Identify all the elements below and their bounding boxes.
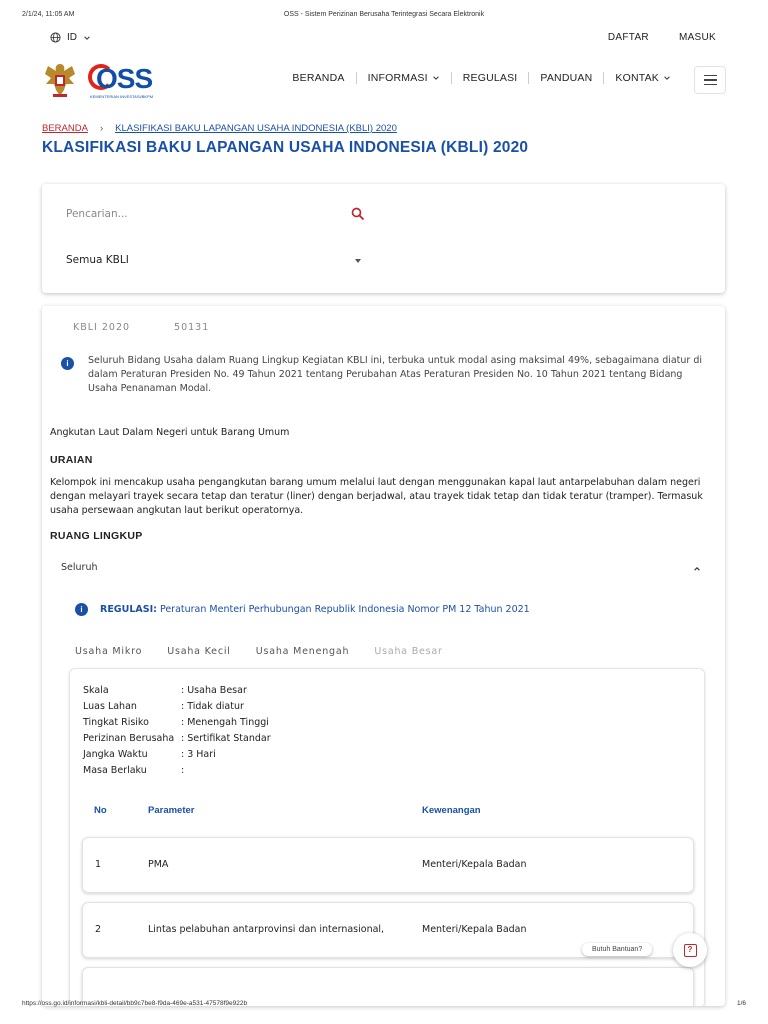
nav-item-regulasi[interactable]: REGULASI <box>451 72 529 84</box>
print-header <box>22 11 746 21</box>
print-url: https://oss.go.id/informasi/kbli-detail/bb9c7be8-f9da-469e-a531-47578f9e922b <box>22 1000 248 1007</box>
search-input[interactable]: Pencarian... <box>66 208 128 220</box>
chevron-down-icon <box>663 74 671 82</box>
globe-icon <box>50 32 61 43</box>
column-header-kewenangan: Kewenangan <box>422 805 481 816</box>
nav-item-informasi[interactable]: INFORMASI <box>356 72 451 84</box>
info-notice-text: Seluruh Bidang Usaha dalam Ruang Lingkup Kegiatan KBLI ini, terbuka untuk modal asing maksimal 49%, sebagaimana diatur di dalam Peraturan Presiden No. 49 Tahun 2021 tentang Perubahan Atas Peraturan Presiden No. 10 Tahun 2021 tentang Bidang Usaha Penanaman Modal. <box>88 355 703 394</box>
info-icon: i <box>75 603 88 616</box>
navbar <box>42 58 726 102</box>
column-header-parameter: Parameter <box>148 805 195 816</box>
help-tooltip: Butuh Bantuan? <box>582 943 652 956</box>
breadcrumb-home-link[interactable]: BERANDA <box>42 123 88 134</box>
main-menu <box>281 72 682 84</box>
nav-item-kontak[interactable]: KONTAK <box>603 72 682 84</box>
kbli-code: 50131 <box>174 322 210 333</box>
tab-usaha-kecil[interactable]: Usaha Kecil <box>167 646 231 657</box>
nav-item-panduan[interactable]: PANDUAN <box>528 72 603 84</box>
language-selector[interactable] <box>50 32 91 43</box>
tab-usaha-besar[interactable]: Usaha Besar <box>374 646 443 657</box>
regulasi-line <box>75 603 530 616</box>
regulasi-label: REGULASI: <box>100 604 157 615</box>
page-title: KLASIFIKASI BAKU LAPANGAN USAHA INDONESIA (KBLI) 2020 <box>42 139 529 156</box>
table-row: 2 Lintas pelabuhan antarprovinsi dan internasional, Menteri/Kepala Badan <box>82 902 694 958</box>
nav-item-beranda[interactable]: BERANDA <box>292 72 345 84</box>
kv-row: Perizinan Berusaha : Sertifikat Standar <box>83 733 271 744</box>
print-footer <box>22 1000 746 1010</box>
kv-row: Jangka Waktu : 3 Hari <box>83 749 216 760</box>
scale-tabs <box>75 646 443 657</box>
kv-row: Tingkat Risiko : Menengah Tinggi <box>83 717 269 728</box>
logo[interactable] <box>42 60 158 100</box>
kv-row: Luas Lahan : Tidak diatur <box>83 701 244 712</box>
print-date: 2/1/24, 11:05 AM <box>22 11 75 18</box>
kbli-name: Angkutan Laut Dalam Negeri untuk Barang Umum <box>50 427 290 438</box>
register-link[interactable]: DAFTAR <box>607 32 649 43</box>
breadcrumb-separator: › <box>99 123 104 134</box>
search-icon[interactable] <box>351 207 365 221</box>
chevron-up-icon[interactable] <box>693 565 701 573</box>
ruang-lingkup-heading: RUANG LINGKUP <box>50 530 143 542</box>
help-button[interactable] <box>673 933 707 967</box>
accordion-seluruh[interactable]: Seluruh <box>61 562 98 573</box>
help-icon: ? <box>684 944 697 957</box>
oss-logo: OSS KEMENTERIAN INVESTASI/BKPM <box>90 63 154 99</box>
breadcrumb <box>42 123 397 134</box>
kbli-detail-card <box>42 306 725 1006</box>
print-page-number: 1/6 <box>736 1000 746 1007</box>
garuda-emblem-icon <box>42 60 78 100</box>
kbli-header <box>73 322 209 333</box>
breadcrumb-current-link[interactable]: KLASIFIKASI BAKU LAPANGAN USAHA INDONESIA (KBLI) 2020 <box>115 123 397 134</box>
uraian-heading: URAIAN <box>50 454 93 466</box>
tab-usaha-mikro[interactable]: Usaha Mikro <box>75 646 143 657</box>
auth-links <box>608 32 716 43</box>
topbar <box>42 30 726 48</box>
chevron-down-icon <box>83 34 91 42</box>
hamburger-menu-button[interactable] <box>694 66 726 94</box>
kbli-version: KBLI 2020 <box>73 322 131 333</box>
column-header-no: No <box>94 805 107 816</box>
tab-usaha-menengah[interactable]: Usaha Menengah <box>255 646 350 657</box>
kbli-filter-select[interactable]: Semua KBLI <box>66 254 129 266</box>
print-title: OSS - Sistem Perizinan Berusaha Terintegrasi Secara Elektronik <box>283 11 485 18</box>
kv-row: Skala : Usaha Besar <box>83 685 247 696</box>
login-link[interactable]: MASUK <box>678 32 716 43</box>
search-card <box>42 184 725 293</box>
chevron-down-icon <box>432 74 440 82</box>
language-label: ID <box>67 32 77 43</box>
info-icon: i <box>61 357 74 370</box>
caret-down-icon[interactable] <box>355 259 361 263</box>
regulasi-link[interactable]: Peraturan Menteri Perhubungan Republik Indonesia Nomor PM 12 Tahun 2021 <box>159 604 530 615</box>
table-row: 1 PMA Menteri/Kepala Badan <box>82 837 694 893</box>
uraian-text: Kelompok ini mencakup usaha pengangkutan barang umum melalui laut dengan menggunakan kapal laut antarpelabuhan dalam negeri dengan melayari trayek secara tetap dan teratur (liner) dengan berjadwal, atau trayek tidak tetap dan tidak teratur (tramper). Termasuk usaha persewaan angkutan laut berikut operatornya. <box>50 477 703 516</box>
kv-row: Masa Berlaku : <box>83 765 185 776</box>
